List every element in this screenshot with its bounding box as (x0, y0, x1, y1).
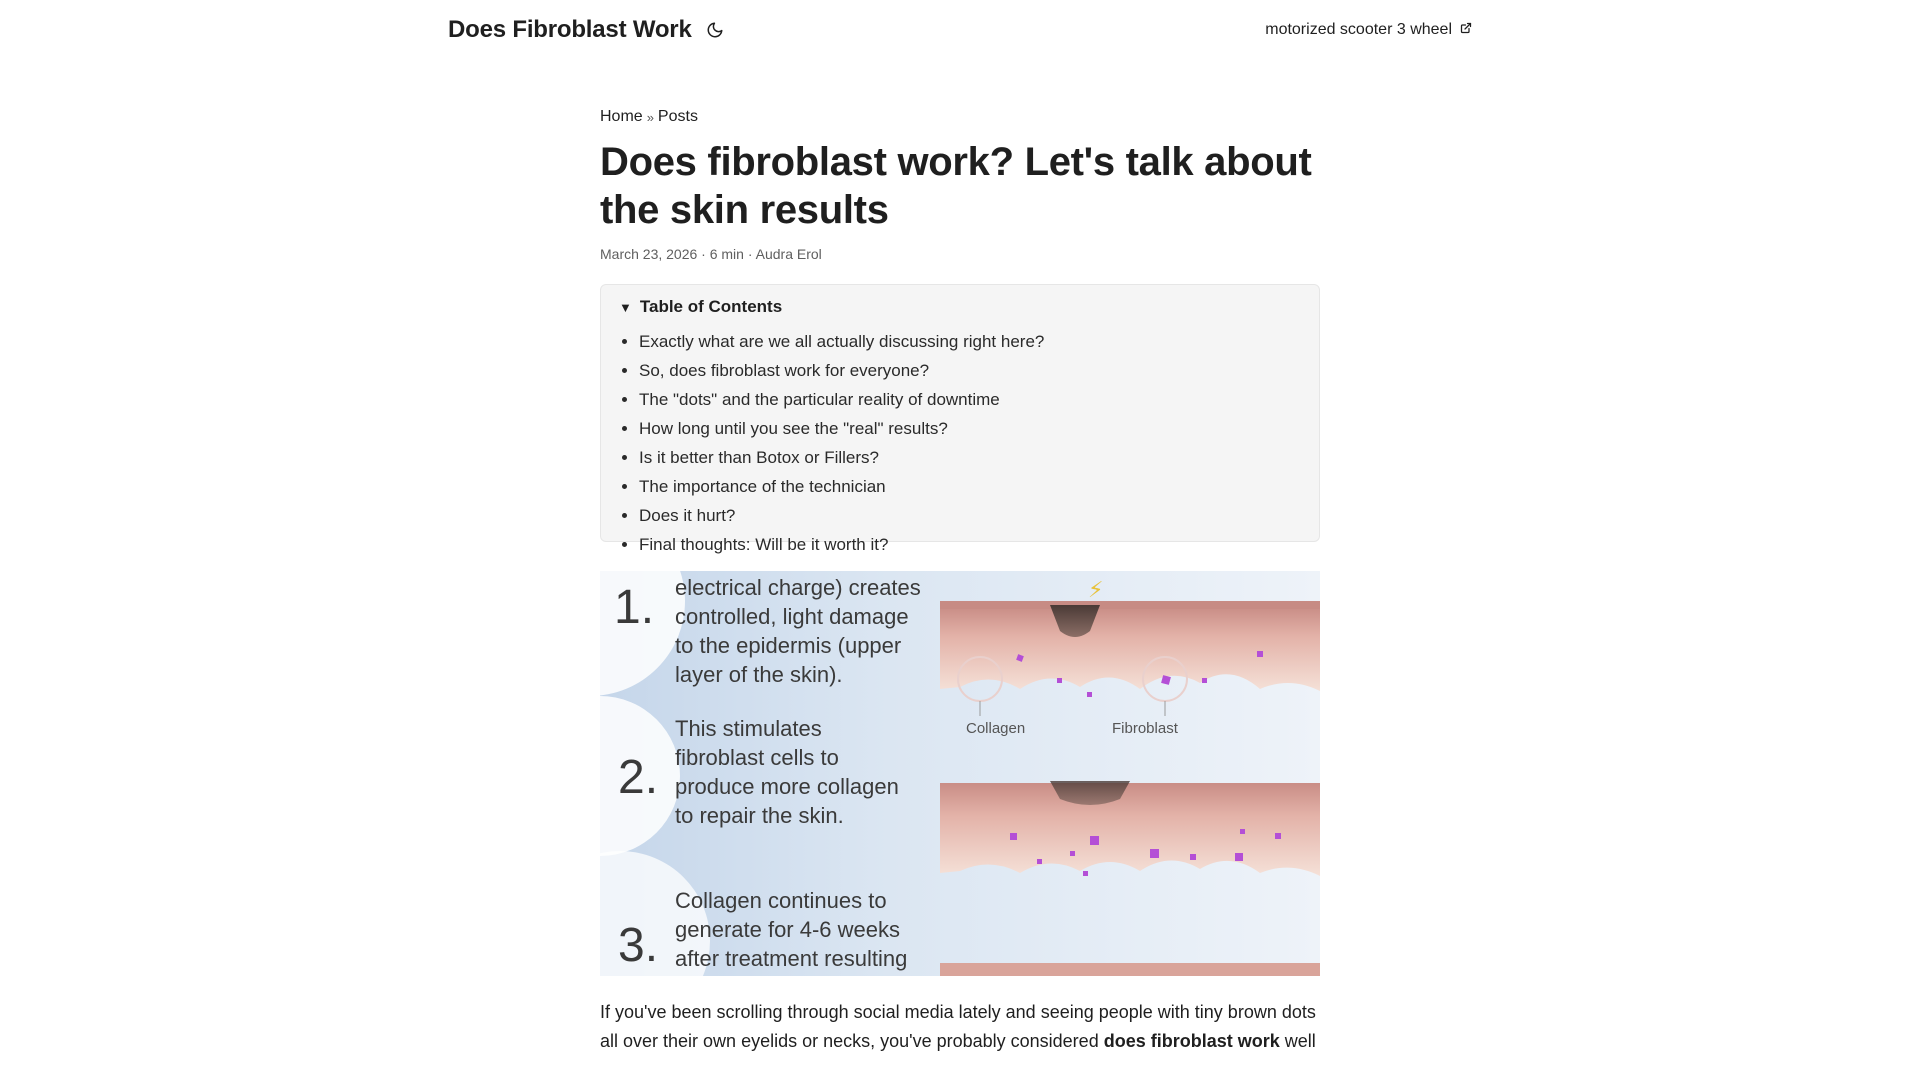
breadcrumb (600, 108, 1320, 126)
breadcrumb-separator: » (646, 109, 654, 125)
toc-item (639, 443, 1301, 472)
site-logo[interactable]: Does Fibroblast Work (448, 16, 692, 43)
toc-link[interactable]: The importance of the technician (639, 477, 886, 496)
external-link-label: motorized scooter 3 wheel (1265, 21, 1452, 38)
toc-item (639, 327, 1301, 356)
toc-link[interactable]: Is it better than Botox or Fillers? (639, 448, 879, 467)
step-2-number: 2. (618, 751, 659, 804)
toc-link[interactable]: Final thoughts: Will be it worth it? (639, 535, 889, 554)
toc-item (639, 356, 1301, 385)
toc-item (639, 385, 1301, 414)
fibroblast-diagram-image (600, 571, 1320, 976)
post-title: Does fibroblast work? Let's talk about the skin results (600, 140, 1312, 232)
intro-paragraph (600, 998, 1320, 1056)
collagen-label: Collagen (966, 720, 1026, 737)
intro-text-end: well (1279, 1031, 1316, 1051)
toc-item (639, 501, 1301, 530)
toc-title: Table of Contents (639, 297, 783, 316)
toc-item (639, 414, 1301, 443)
step-1-line-1: electrical charge) creates (675, 575, 921, 600)
step-3-line-3: after treatment resulting (675, 946, 908, 971)
step-2-line-3: produce more collagen (675, 774, 899, 799)
toc-link[interactable]: How long until you see the "real" results? (639, 419, 948, 438)
toc-list (619, 327, 1301, 559)
step-3-line-1: Collagen continues to (675, 888, 887, 913)
intro-text-start: If you've been scrolling through social media lately and seeing people with tiny brown dots all over their own eyelids or necks, you've probably considered (600, 1002, 1316, 1051)
fibroblast-diagram-svg (600, 571, 1320, 976)
intro-keyword: does fibroblast work (1103, 1031, 1280, 1051)
toc-link[interactable]: So, does fibroblast work for everyone? (639, 361, 930, 380)
svg-text:⚡: ⚡ (1088, 578, 1104, 603)
step-2-line-2: fibroblast cells to (675, 745, 839, 770)
toc-link[interactable]: The "dots" and the particular reality of downtime (639, 390, 1000, 409)
table-of-contents (600, 284, 1320, 554)
breadcrumb-home[interactable]: Home (600, 108, 643, 125)
toc-item (639, 472, 1301, 501)
triangle-down-icon: ▼ (619, 299, 632, 315)
theme-toggle-moon-icon[interactable] (704, 19, 726, 41)
external-menu-link[interactable] (1265, 21, 1472, 39)
site-header (448, 0, 1472, 60)
main-content (600, 108, 1320, 1074)
step-1-number: 1. (614, 581, 655, 634)
step-3-line-2: generate for 4-6 weeks (675, 917, 901, 942)
toc-link[interactable]: Exactly what are we all actually discussing right here? (639, 332, 1045, 351)
step-2-line-1: This stimulates (675, 716, 822, 741)
toc-link[interactable]: Does it hurt? (639, 506, 736, 525)
toc-toggle[interactable] (619, 297, 1301, 317)
post-meta: March 23, 2026 · 6 min · Audra Erol (600, 246, 822, 262)
step-2-line-4: to repair the skin. (675, 803, 844, 828)
step-3-number: 3. (618, 919, 659, 972)
breadcrumb-posts[interactable]: Posts (657, 108, 698, 125)
logo-wrap (448, 16, 726, 44)
fibroblast-label: Fibroblast (1112, 720, 1178, 737)
toc-item (639, 530, 1301, 559)
step-1-line-4: layer of the skin). (675, 662, 843, 687)
step-1-line-2: controlled, light damage (675, 604, 909, 629)
external-link-icon (1460, 21, 1472, 39)
step-1-line-3: to the epidermis (upper (675, 633, 902, 658)
